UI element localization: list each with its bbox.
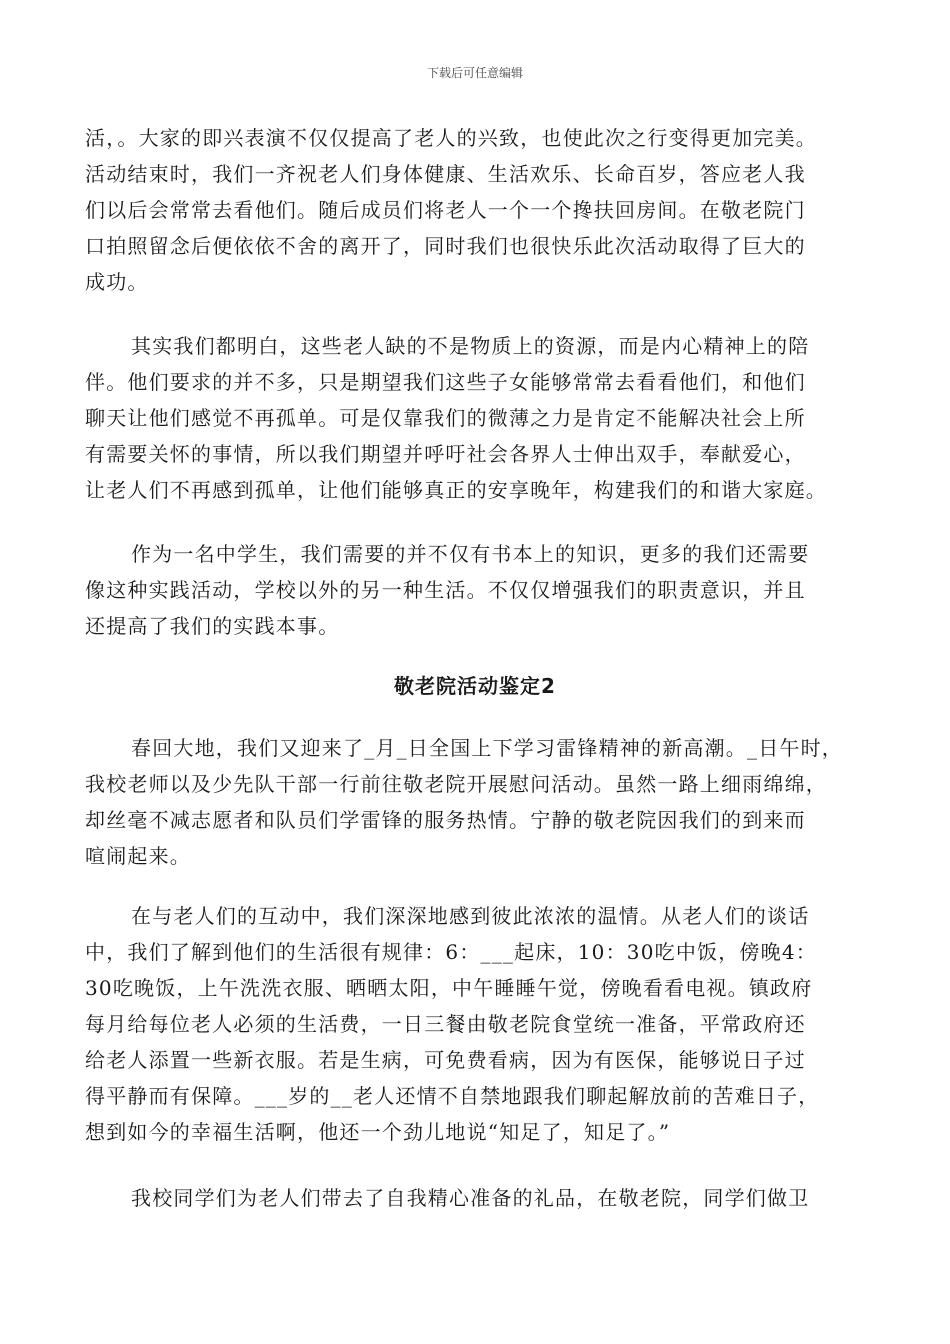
text-line: 想到如今的幸福生活啊，他还一个劲儿地说“知足了，知足了。”	[85, 1120, 671, 1144]
text-line: 喧闹起来。	[85, 844, 191, 868]
text-line: 每月给每位老人必须的生活费，一日三餐由敬老院食堂统一准备，平常政府还	[85, 1012, 806, 1036]
paragraph-6	[85, 1180, 865, 1216]
section-title: 敬老院活动鉴定2	[394, 674, 556, 698]
text-line: 像这种实践活动，学校以外的另一种生活。不仅仅增强我们的职责意识，并且	[85, 578, 806, 602]
text-line: 中，我们了解到他们的生活很有规律：6：___起床，10：30吃中饭，傍晚4：	[85, 940, 817, 964]
text-line: 活，。大家的即兴表演不仅仅提高了老人的兴致，也使此次之行变得更加完美。	[85, 126, 817, 150]
paragraph-2	[85, 328, 865, 508]
page-header: 下载后可任意编辑	[426, 66, 523, 80]
paragraph-5	[85, 898, 865, 1150]
text-line: 聊天让他们感觉不再孤单。可是仅靠我们的微薄之力是肯定不能解决社会上所	[85, 406, 806, 430]
text-line: 在与老人们的互动中，我们深深地感到彼此浓浓的温情。从老人们的谈话	[131, 904, 810, 928]
text-line: 们以后会常常去看他们。随后成员们将老人一个一个搀扶回房间。在敬老院门	[85, 198, 806, 222]
text-line: 春回大地，我们又迎来了_月_日全国上下学习雷锋精神的新高潮。_日午时，	[131, 736, 843, 760]
text-line: 却丝毫不减志愿者和队员们学雷锋的服务热情。宁静的敬老院因我们的到来而	[85, 808, 806, 832]
text-line: 伴。他们要求的并不多，只是期望我们这些子女能够常常去看看他们，和他们	[85, 370, 806, 394]
text-line: 让老人们不再感到孤单，让他们能够真正的安享晚年，构建我们的和谐大家庭。	[85, 478, 827, 502]
paragraph-3	[85, 536, 865, 644]
text-line: 我校同学们为老人们带去了自我精心准备的礼品，在敬老院，同学们做卫	[131, 1186, 810, 1210]
text-line: 得平静而有保障。___岁的__老人还情不自禁地跟我们聊起解放前的苦难日子，	[85, 1084, 820, 1108]
text-line: 30吃晚饭，上午洗洗衣服、晒晒太阳，中午睡睡午觉，傍晚看看电视。镇政府	[85, 976, 813, 1000]
paragraph-4	[85, 730, 865, 874]
text-line: 口拍照留念后便依依不舍的离开了，同时我们也很快乐此次活动取得了巨大的	[85, 234, 806, 258]
text-line: 给老人添置一些新衣服。若是生病，可免费看病，因为有医保，能够说日子过	[85, 1048, 806, 1072]
text-line: 活动结束时，我们一齐祝老人们身体健康、生活欢乐、长命百岁，答应老人我	[85, 162, 806, 186]
text-line: 还提高了我们的实践本事。	[85, 614, 340, 638]
paragraph-1	[85, 120, 865, 300]
text-line: 我校老师以及少先队干部一行前往敬老院开展慰问活动。虽然一路上细雨绵绵，	[85, 772, 827, 796]
text-line: 作为一名中学生，我们需要的并不仅有书本上的知识，更多的我们还需要	[131, 542, 810, 566]
text-line: 成功。	[85, 270, 149, 294]
text-line: 有需要关怀的事情，所以我们期望并呼吁社会各界人士伸出双手，奉献爱心，	[85, 442, 806, 466]
text-line: 其实我们都明白，这些老人缺的不是物质上的资源，而是内心精神上的陪	[131, 334, 810, 358]
